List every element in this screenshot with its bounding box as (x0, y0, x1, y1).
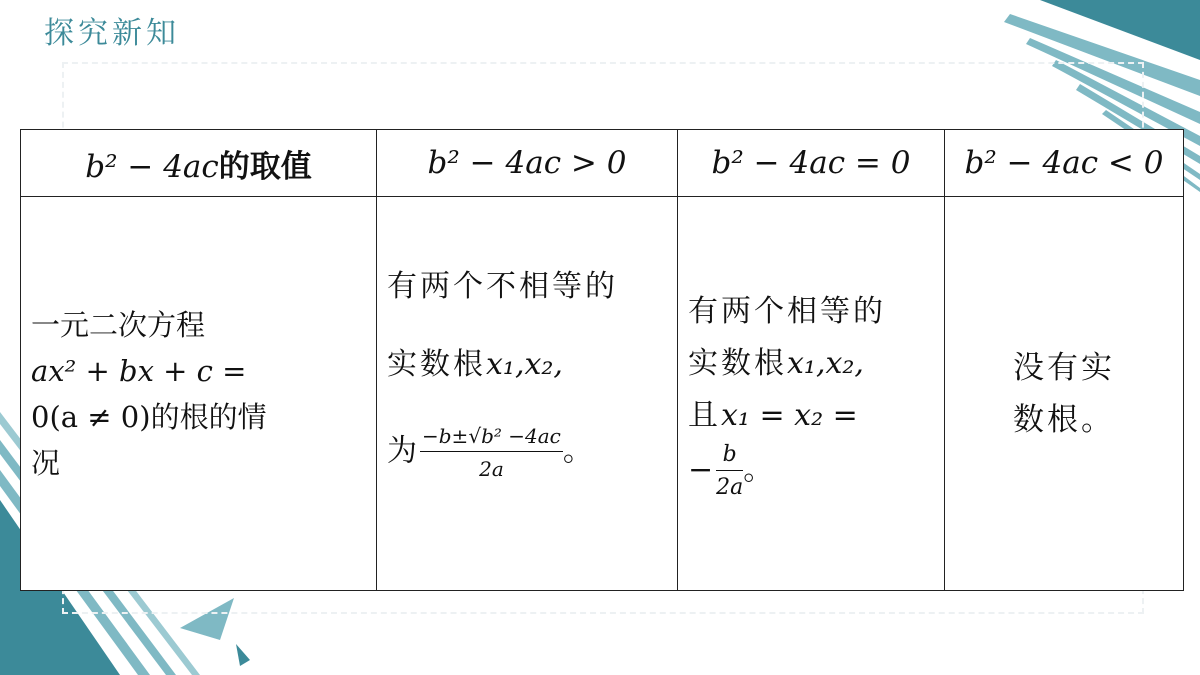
case-negative-cell (945, 197, 1184, 591)
case-zero-line2: 实数根 (688, 346, 787, 381)
root-formula-denominator: 2a (479, 457, 504, 481)
case-positive-line3-suffix: 。 (562, 433, 596, 469)
bottom-small-triangle-decoration (236, 644, 250, 666)
row-label-line4: 况 (31, 445, 61, 480)
table-body-row (21, 197, 1184, 591)
case-positive-line2: 实数根 (387, 347, 486, 382)
header-discriminant-value (21, 130, 377, 197)
case-zero-roots: x₁,x₂, (787, 346, 864, 381)
row-label-cell (21, 197, 377, 591)
header-negative-expr: b² − 4ac < 0 (964, 145, 1164, 181)
case-positive-cell (377, 197, 678, 591)
discriminant-table (20, 129, 1184, 591)
row-label-line2: ax² + bx + c = (31, 353, 247, 388)
case-negative-line1: 没有实 (1013, 349, 1115, 386)
case-zero-line4-suffix: 。 (743, 452, 777, 488)
header-zero (678, 130, 945, 197)
case-positive-roots: x₁,x₂, (486, 347, 563, 382)
header-negative (945, 130, 1184, 197)
slide-title: 探究新知 (44, 16, 180, 51)
row-label-line3-suffix: 的根的情 (150, 399, 267, 434)
header-discriminant-suffix: 的取值 (218, 148, 312, 185)
case-positive-line1: 有两个不相等的 (387, 269, 618, 304)
row-label-line3: 0(a ≠ 0) (31, 399, 151, 434)
case-zero-neg-sign: − (688, 452, 717, 488)
table-header-row (21, 130, 1184, 197)
double-root-denominator: 2a (716, 475, 744, 500)
row-label-line1: 一元二次方程 (31, 307, 206, 342)
case-negative-line2: 数根。 (1013, 401, 1115, 438)
case-zero-cell (678, 197, 945, 591)
double-root-numerator: b (716, 442, 743, 471)
double-root-fraction (716, 442, 743, 501)
case-positive-line3-prefix: 为 (387, 433, 420, 469)
header-discriminant-expr: b² − 4ac (85, 148, 219, 185)
root-formula-fraction (420, 423, 563, 482)
root-formula-numerator: −b±√b² −4ac (420, 423, 563, 452)
header-positive (377, 130, 678, 197)
case-zero-line3-prefix: 且 (688, 398, 721, 433)
case-zero-equality: x₁ = x₂ = (721, 398, 858, 433)
header-positive-expr: b² − 4ac > 0 (427, 145, 627, 181)
case-zero-line1: 有两个相等的 (688, 294, 886, 329)
header-zero-expr: b² − 4ac = 0 (711, 145, 911, 181)
